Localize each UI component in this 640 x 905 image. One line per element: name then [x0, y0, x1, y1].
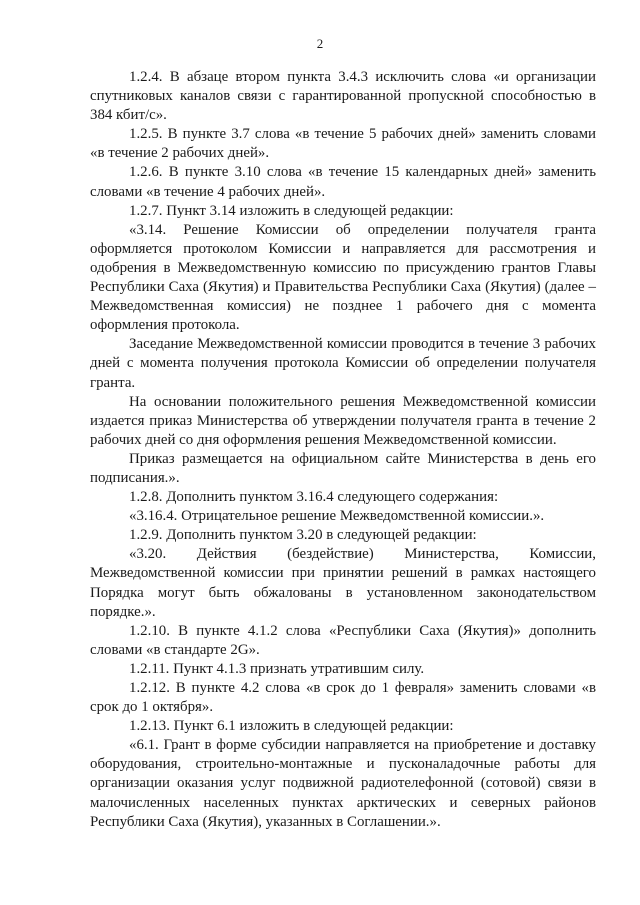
paragraph-1-2-7: 1.2.7. Пункт 3.14 изложить в следующей редакции: — [129, 202, 454, 219]
paragraph-3-14: «3.14. Решение Комиссии об определении получателя гранта оформляется протоколом Комиссии и направляется для рассмотрения и одобрения в Межведомственную комиссию по присуждению грантов Главы Республики Саха (Якутия) и Правительства Республики Саха (Якутия) (далее – Межведомственная комиссия) не позднее 1 рабочего дня с момента оформления протокола. — [90, 221, 596, 334]
paragraph-1-2-4: 1.2.4. В абзаце втором пункта 3.4.3 исключить слова «и организации спутниковых каналов связи с гарантированной пропускной способностью в 384 кбит/с». — [90, 69, 596, 124]
paragraph-1-2-5: 1.2.5. В пункте 3.7 слова «в течение 5 рабочих дней» заменить словами «в течение 2 рабочих дней». — [90, 126, 596, 162]
paragraph-1-2-9: 1.2.9. Дополнить пунктом 3.20 в следующей редакции: — [129, 527, 477, 544]
paragraph-3-14-meeting: Заседание Межведомственной комиссии проводится в течение 3 рабочих дней с момента получения протокола Комиссии об определении получателя гранта. — [90, 336, 596, 391]
paragraph-3-14-publication: Приказ размещается на официальном сайте Министерства в день его подписания.». — [90, 450, 596, 486]
page-number: 2 — [316, 36, 324, 51]
paragraph-1-2-8: 1.2.8. Дополнить пунктом 3.16.4 следующего содержания: — [129, 489, 499, 506]
paragraph-3-14-order: На основании положительного решения Межведомственной комиссии издается приказ Министерства об утверждении получателя гранта в течение 2 рабочих дней со дня оформления решения Межведомственной комиссии. — [90, 393, 596, 448]
paragraph-3-16-4: «3.16.4. Отрицательное решение Межведомственной комиссии.». — [129, 508, 545, 525]
paragraph-1-2-11: 1.2.11. Пункт 4.1.3 признать утратившим силу. — [129, 660, 425, 677]
document-body — [90, 68, 596, 832]
paragraph-1-2-13: 1.2.13. Пункт 6.1 изложить в следующей редакции: — [129, 718, 454, 735]
paragraph-1-2-10: 1.2.10. В пункте 4.1.2 слова «Республики Саха (Якутия)» дополнить словами «в стандарте 2G». — [90, 622, 596, 658]
paragraph-1-2-12: 1.2.12. В пункте 4.2 слова «в срок до 1 февраля» заменить словами «в срок до 1 октября». — [90, 680, 596, 716]
paragraph-6-1: «6.1. Грант в форме субсидии направляется на приобретение и доставку оборудования, строительно-монтажные и пусконаладочные работы для организации оказания услуг подвижной радиотелефонной (сотовой) связи в малочисленных населенных пунктах арктических и северных районов Республики Саха (Якутия), указанных в Соглашении.». — [90, 737, 596, 830]
paragraph-3-20: «3.20. Действия (бездействие) Министерства, Комиссии, Межведомственной комиссии при принятии решений в рамках настоящего Порядка могут быть обжалованы в установленном законодательством порядке.». — [90, 546, 596, 620]
paragraph-1-2-6: 1.2.6. В пункте 3.10 слова «в течение 15 календарных дней» заменить словами «в течение 4 рабочих дней». — [90, 164, 596, 200]
